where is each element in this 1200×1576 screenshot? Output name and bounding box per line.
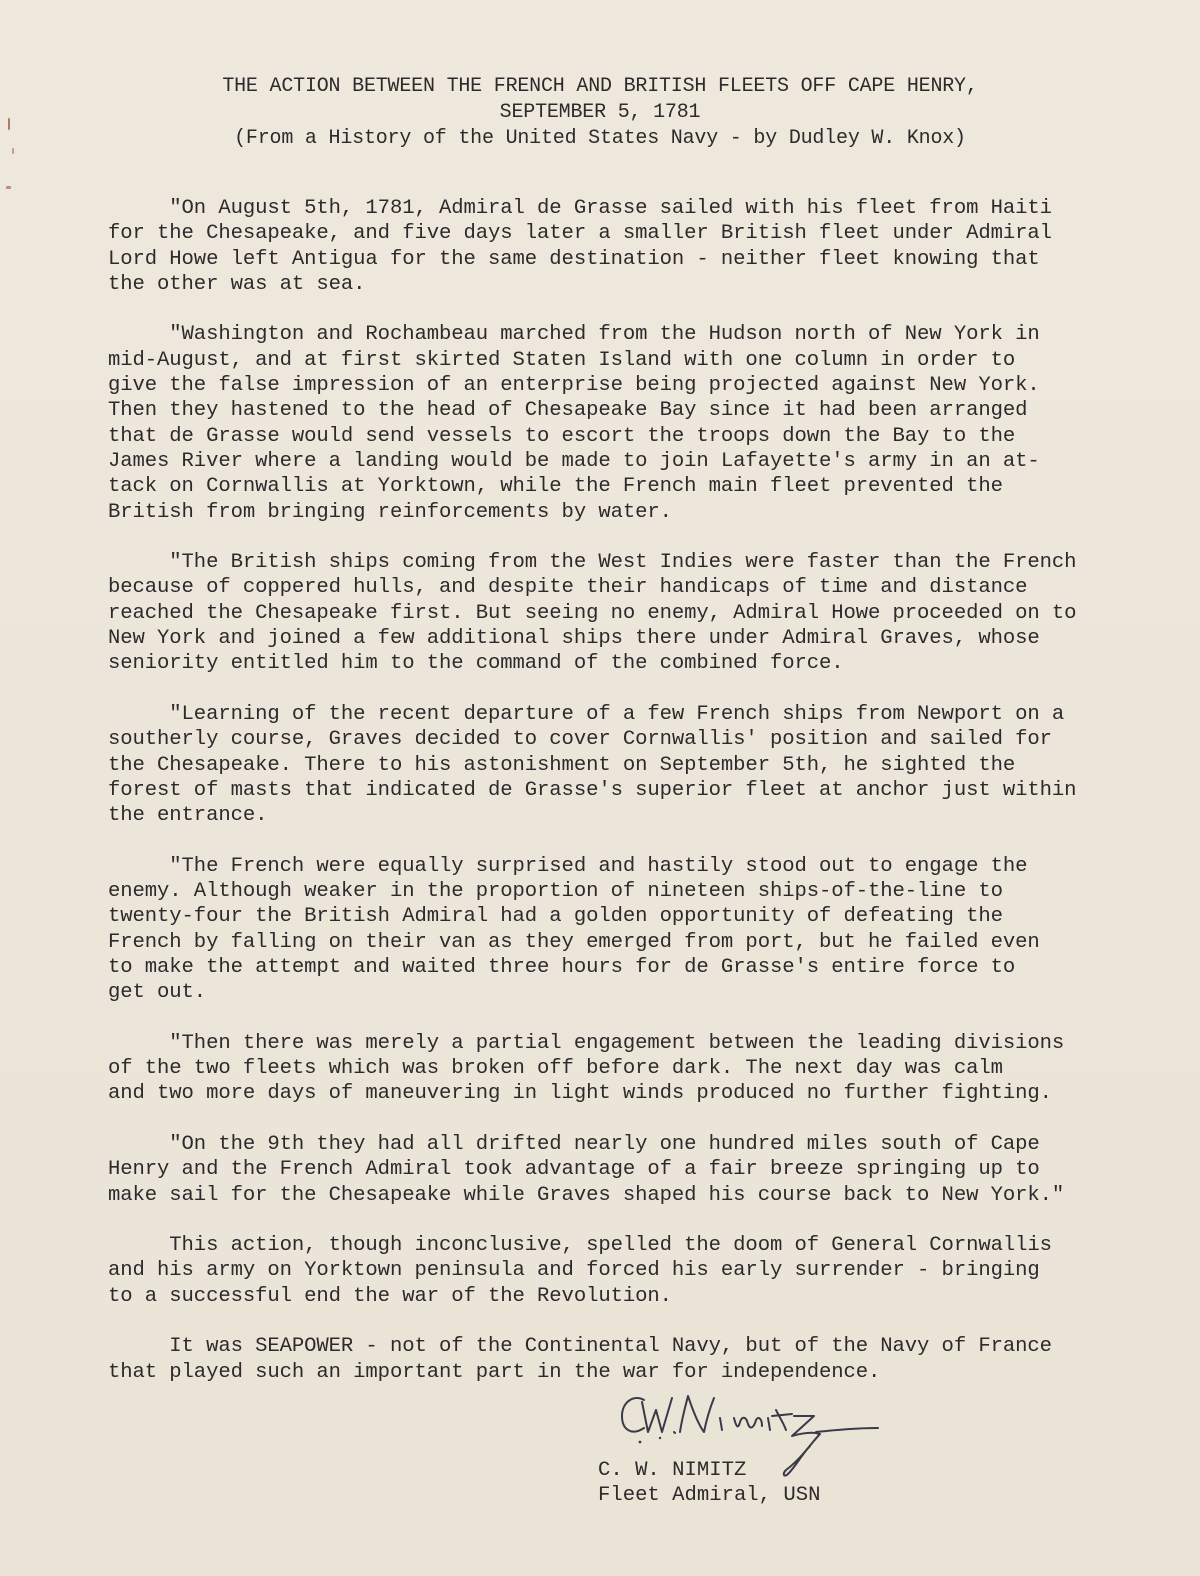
text-line: for the Chesapeake, and five days later a smaller British fleet under Admiral	[108, 222, 1052, 246]
text-line: enemy. Although weaker in the proportion of nineteen ships-of-the-line to	[108, 880, 1003, 904]
text-line: the entrance.	[108, 804, 268, 828]
text-line: to make the attempt and waited three hours for de Grasse's entire force to	[108, 955, 1016, 979]
paragraph	[108, 196, 1138, 297]
text-line: Then they hastened to the head of Chesapeake Bay since it had been arranged	[108, 399, 1028, 423]
text-line: and two more days of maneuvering in light winds produced no further fighting.	[108, 1082, 1052, 1106]
text-line: It was SEAPOWER - not of the Continental Navy, but of the Navy of France	[108, 1335, 1052, 1359]
text-line: This action, though inconclusive, spelled the doom of General Cornwallis	[108, 1234, 1052, 1258]
text-line: James River where a landing would be made to join Lafayette's army in an at-	[108, 449, 1040, 473]
signature-block	[598, 1388, 898, 1528]
text-line: the other was at sea.	[108, 272, 366, 296]
text-line: get out.	[108, 981, 207, 1005]
text-line: "Then there was merely a partial engagement between the leading divisions	[108, 1031, 1065, 1055]
document-body	[108, 196, 1138, 1410]
text-line: Lord Howe left Antigua for the same destination - neither fleet knowing that	[108, 247, 1040, 271]
paragraph	[108, 1334, 1138, 1385]
text-line: to a successful end the war of the Revolution.	[108, 1284, 672, 1308]
title-line-2: SEPTEMBER 5, 1781	[499, 101, 701, 124]
text-line: reached the Chesapeake first. But seeing no enemy, Admiral Howe proceeded on to	[108, 601, 1077, 625]
subtitle: (From a History of the United States Navy - by Dudley W. Knox)	[234, 127, 966, 150]
text-line: "Learning of the recent departure of a few French ships from Newport on a	[108, 702, 1065, 726]
text-line: French by falling on their van as they emerged from port, but he failed even	[108, 930, 1040, 954]
text-line: "The British ships coming from the West Indies were faster than the French	[108, 551, 1077, 575]
text-line: New York and joined a few additional ships there under Admiral Graves, whose	[108, 627, 1040, 651]
paragraph	[108, 1132, 1138, 1208]
text-line: Henry and the French Admiral took advantage of a fair breeze springing up to	[108, 1158, 1040, 1182]
paragraph	[108, 1031, 1138, 1107]
text-line: southerly course, Graves decided to cover Cornwallis' position and sailed for	[108, 728, 1052, 752]
paragraph	[108, 854, 1138, 1006]
text-line: "Washington and Rochambeau marched from the Hudson north of New York in	[108, 323, 1040, 347]
signatory-name: C. W. NIMITZ	[598, 1459, 747, 1482]
text-line: because of coppered hulls, and despite their handicaps of time and distance	[108, 576, 1028, 600]
text-line: that de Grasse would send vessels to escort the troops down the Bay to the	[108, 424, 1016, 448]
paragraph	[108, 702, 1138, 828]
paragraph	[108, 322, 1138, 524]
text-line: the Chesapeake. There to his astonishment on September 5th, he sighted the	[108, 753, 1016, 777]
text-line: make sail for the Chesapeake while Graves shaped his course back to New York."	[108, 1183, 1065, 1207]
paragraph	[108, 1233, 1138, 1309]
text-line: tack on Cornwallis at Yorktown, while the French main fleet prevented the	[108, 475, 1003, 499]
document-heading	[0, 74, 1200, 152]
text-line: that played such an important part in the war for independence.	[108, 1360, 881, 1384]
text-line: give the false impression of an enterprise being projected against New York.	[108, 374, 1040, 398]
text-line: mid-August, and at first skirted Staten Island with one column in order to	[108, 348, 1016, 372]
text-line: twenty-four the British Admiral had a golden opportunity of defeating the	[108, 905, 1003, 929]
text-line: British from bringing reinforcements by water.	[108, 500, 672, 524]
text-line: forest of masts that indicated de Grasse's superior fleet at anchor just within	[108, 778, 1077, 802]
paragraph	[108, 550, 1138, 676]
text-line: "On the 9th they had all drifted nearly one hundred miles south of Cape	[108, 1132, 1040, 1156]
text-line: "On August 5th, 1781, Admiral de Grasse sailed with his fleet from Haiti	[108, 197, 1052, 220]
paper-mark	[6, 186, 11, 189]
text-line: seniority entitled him to the command of the combined force.	[108, 652, 844, 676]
signatory-title: Fleet Admiral, USN	[598, 1484, 821, 1507]
title-line-1: THE ACTION BETWEEN THE FRENCH AND BRITISH FLEETS OFF CAPE HENRY,	[222, 75, 978, 98]
text-line: and his army on Yorktown peninsula and forced his early surrender - bringing	[108, 1259, 1040, 1283]
text-line: "The French were equally surprised and hastily stood out to engage the	[108, 854, 1028, 878]
text-line: of the two fleets which was broken off before dark. The next day was calm	[108, 1057, 1003, 1081]
